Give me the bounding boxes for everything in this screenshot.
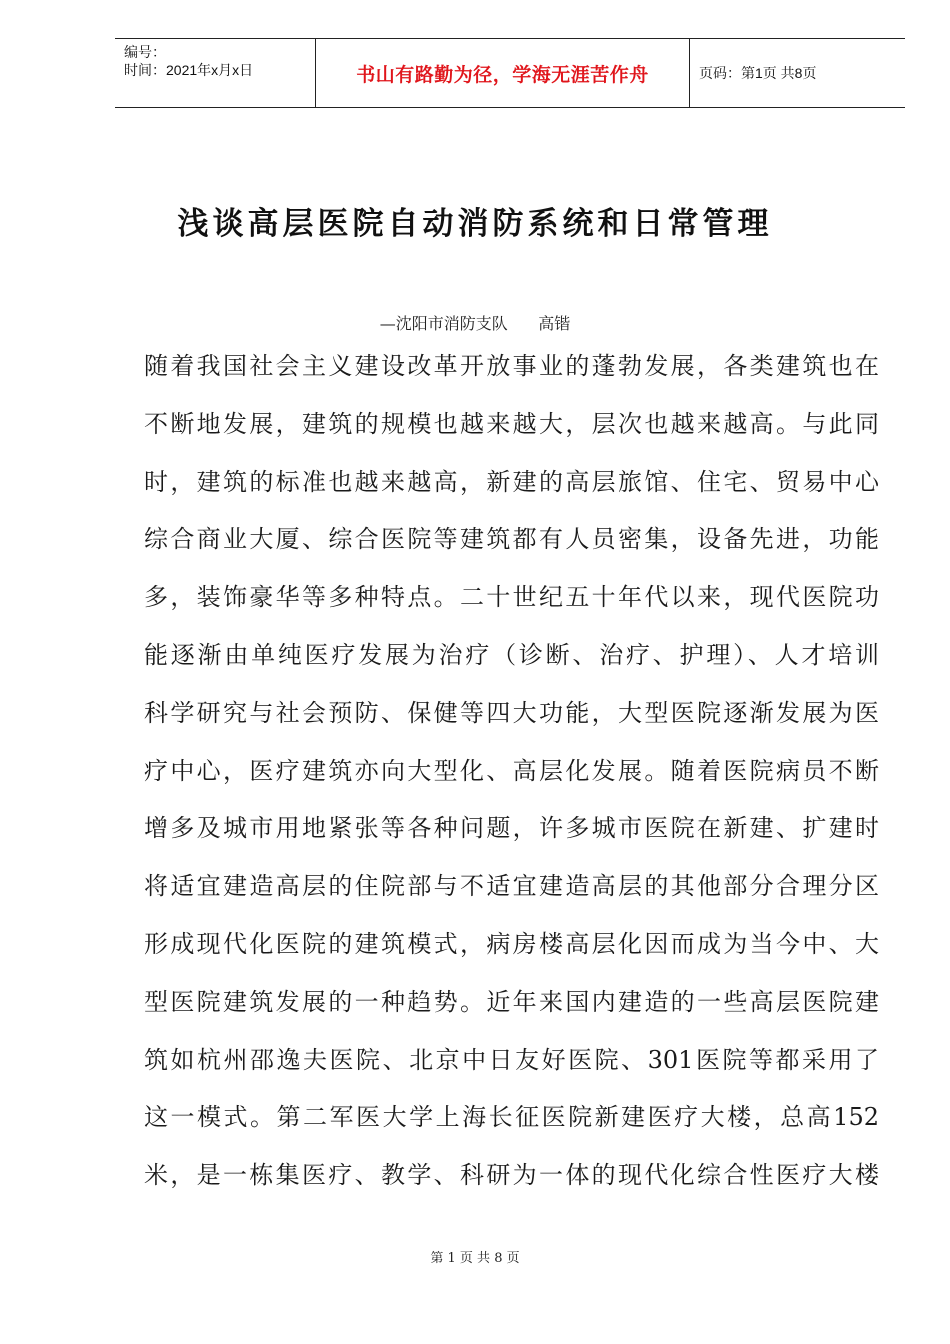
- body-line: 综合商业大厦、综合医院等建筑都有人员密集，设备先进，功能: [144, 525, 879, 554]
- body-line: 不断地发展，建筑的规模也越来越大，层次也越来越高。与此同: [144, 409, 879, 438]
- motto-text: 书山有路勤为径，学海无涯苦作舟: [356, 63, 649, 86]
- number-label: 编号：: [124, 44, 166, 60]
- body-line: 多，装饰豪华等多种特点。二十世纪五十年代以来，现代医院功: [144, 583, 879, 612]
- document-byline: —沈阳市消防支队 高锴: [379, 314, 571, 333]
- body-line: 科学研究与社会预防、保健等四大功能，大型医院逐渐发展为医: [144, 698, 879, 727]
- body-line: 型医院建筑发展的一种趋势。近年来国内建造的一些高层医院建: [144, 987, 879, 1016]
- header-meta-cell: [115, 39, 316, 107]
- page-info: 页码：第1页 共8页: [699, 65, 817, 81]
- body-line: 时，建筑的标准也越来越高，新建的高层旅馆、住宅、贸易中心: [144, 467, 879, 496]
- body-line: 这一模式。第二军医大学上海长征医院新建医疗大楼，总高152: [144, 1103, 879, 1132]
- body-line: 疗中心，医疗建筑亦向大型化、高层化发展。随着医院病员不断: [144, 756, 879, 785]
- body-line: 随着我国社会主义建设改革开放事业的蓬勃发展，各类建筑也在: [144, 352, 879, 380]
- body-line: 能逐渐由单纯医疗发展为治疗（诊断、治疗、护理）、人才培训: [144, 640, 879, 669]
- header-motto-cell: [316, 39, 690, 107]
- body-line: 形成现代化医院的建筑模式，病房楼高层化因而成为当今中、大: [144, 929, 879, 958]
- body-line: 米，是一栋集医疗、教学、科研为一体的现代化综合性医疗大楼: [144, 1161, 879, 1190]
- body-line: 将适宜建造高层的住院部与不适宜建造高层的其他部分合理分区: [144, 872, 879, 901]
- page-footer: 第 1 页 共 8 页: [430, 1251, 520, 1266]
- body-line: 增多及城市用地紧张等各种问题，许多城市医院在新建、扩建时: [144, 814, 879, 843]
- body-paragraph: [144, 338, 879, 1205]
- document-title: 浅谈高层医院自动消防系统和日常管理: [177, 206, 773, 242]
- date-label: 时间：2021年x月x日: [124, 62, 254, 78]
- header-page-cell: [690, 39, 905, 107]
- header-table: [115, 38, 905, 108]
- body-line: 筑如杭州邵逸夫医院、北京中日友好医院、301医院等都采用了: [144, 1045, 879, 1074]
